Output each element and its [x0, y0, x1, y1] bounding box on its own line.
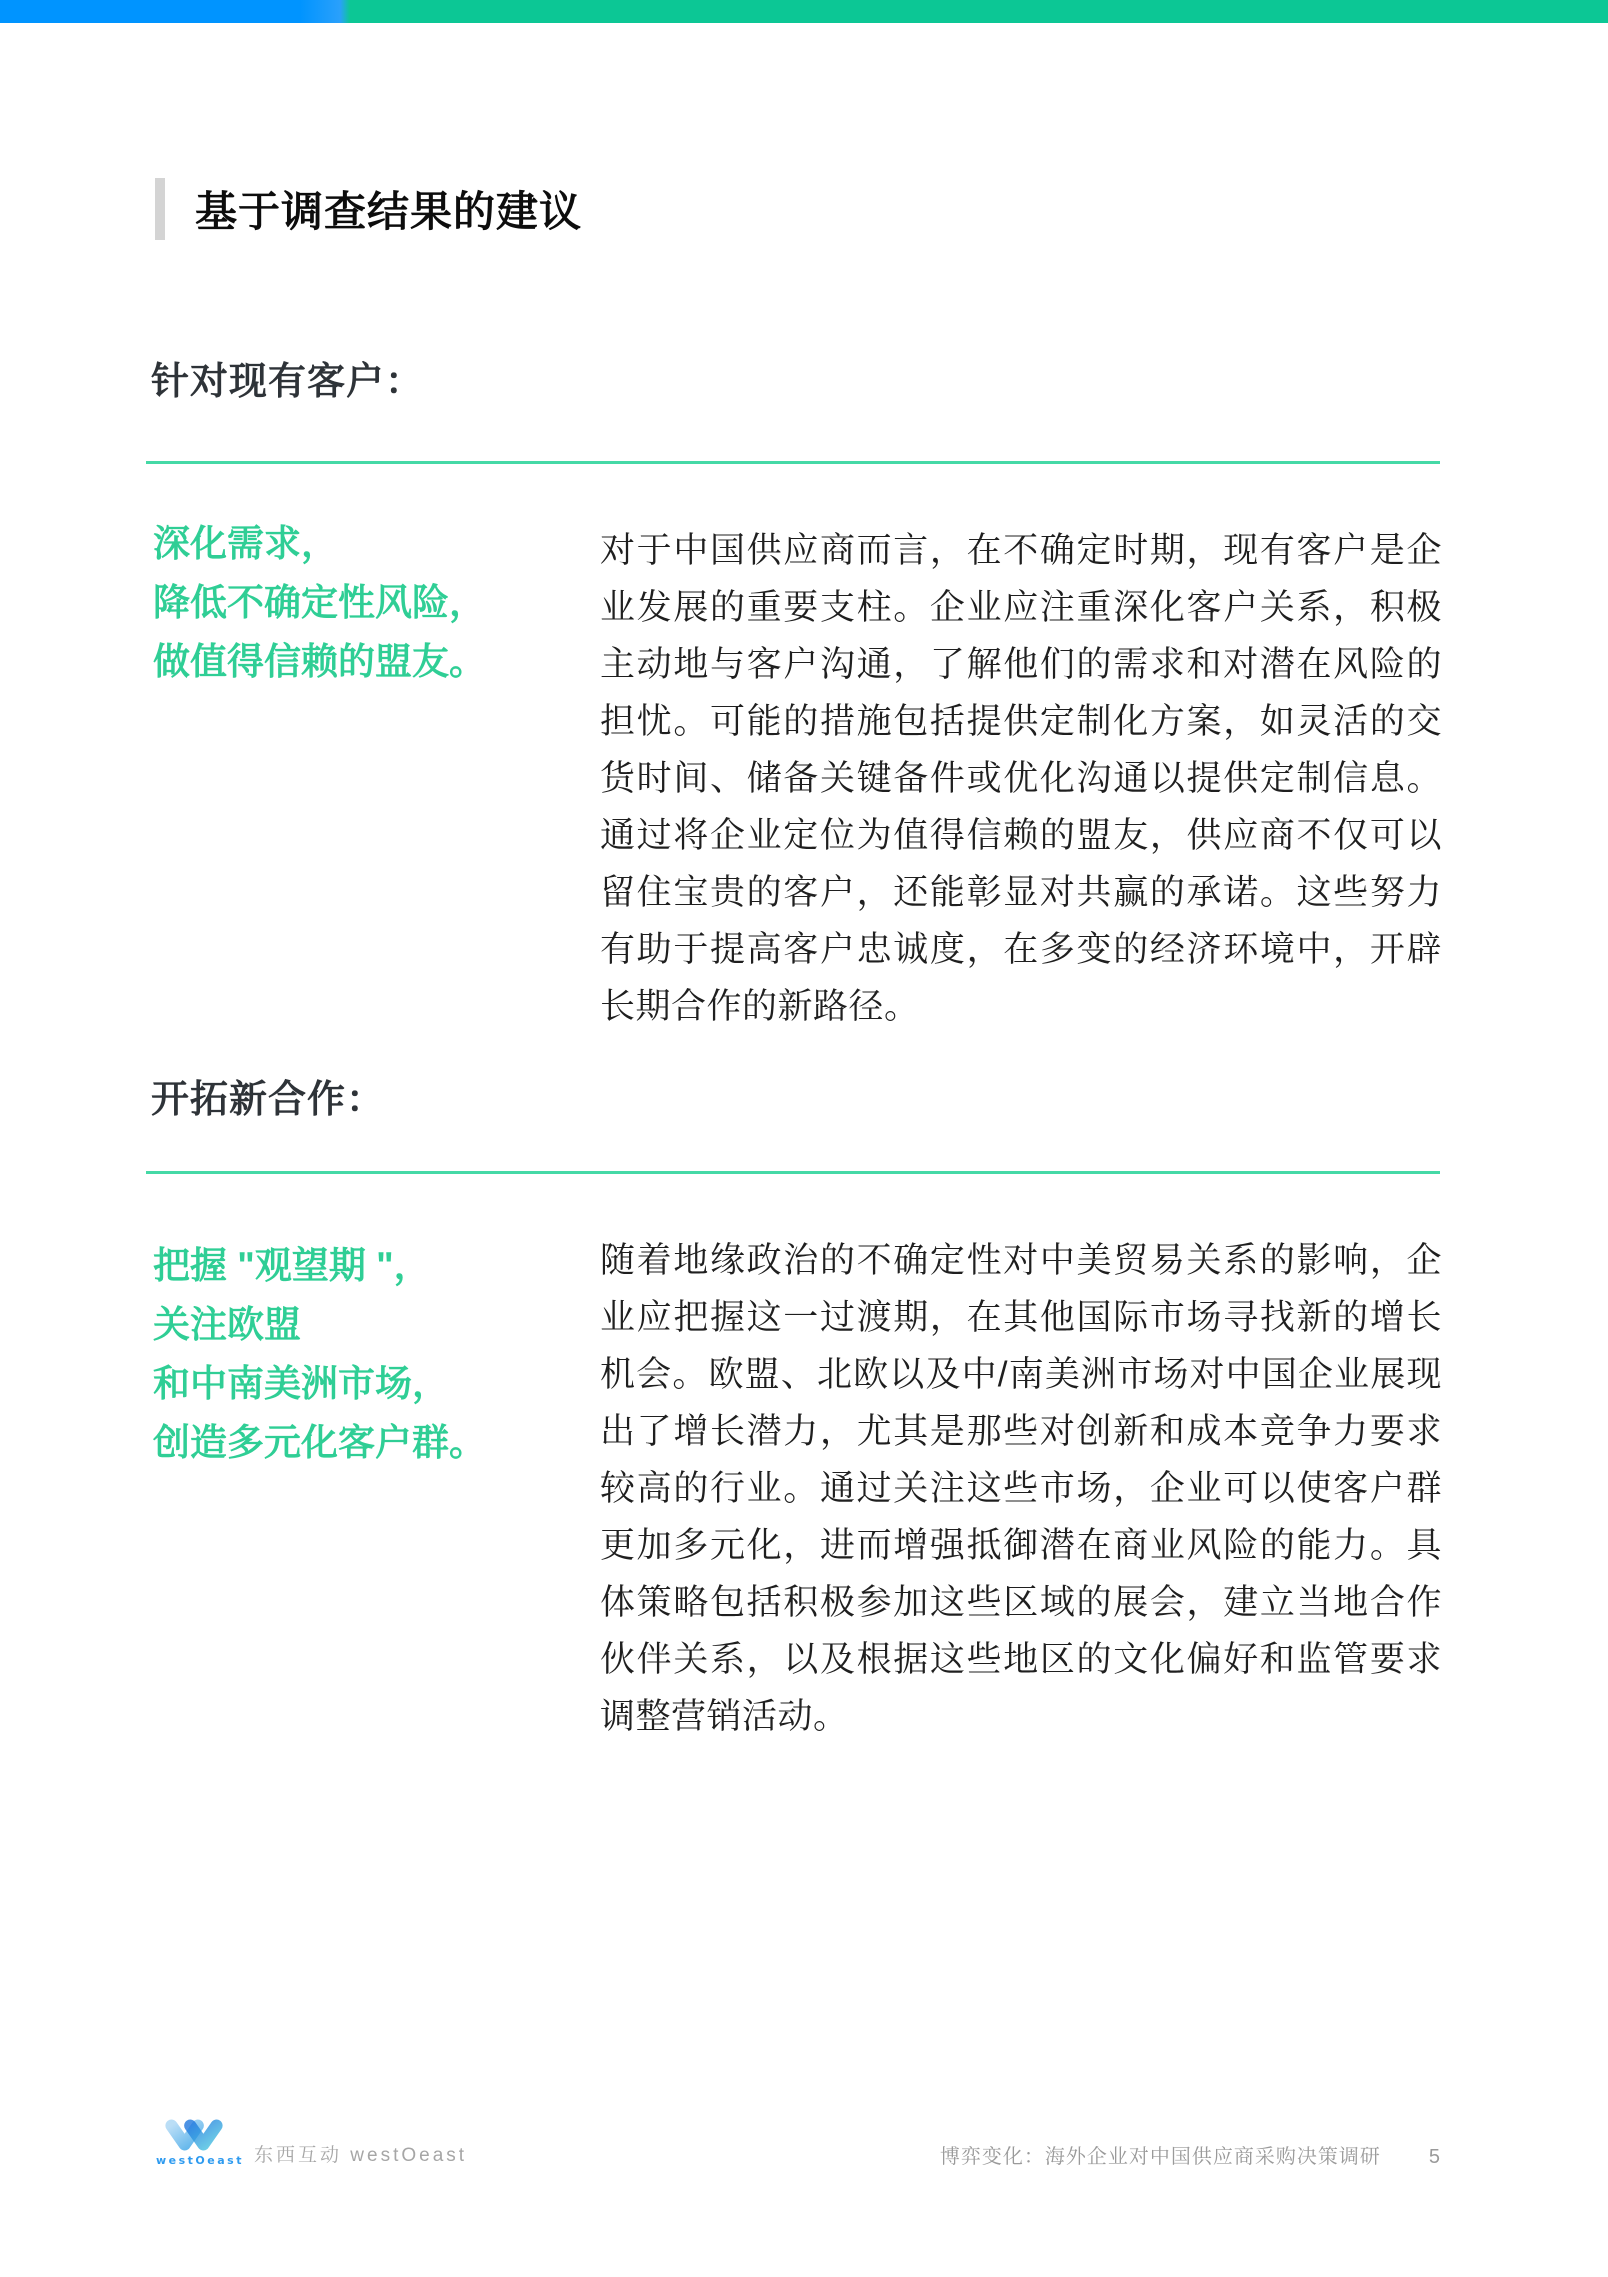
company-logo	[156, 2118, 244, 2167]
key-point-line: 把握 "观望期 "，	[153, 1245, 431, 1286]
section-divider	[146, 461, 1440, 464]
section-heading-existing-customers: 针对现有客户：	[151, 361, 425, 403]
key-point-line: 做值得信赖的盟友。	[153, 641, 486, 682]
key-point-line: 降低不确定性风险，	[153, 582, 486, 623]
section-key-point	[153, 1236, 486, 1472]
section-divider	[146, 1171, 1440, 1174]
section-body-paragraph: 对于中国供应商而言，在不确定时期，现有客户是企业发展的重要支柱。企业应注重深化客户关系，积极主动地与客户沟通，了解他们的需求和对潜在风险的担忧。可能的措施包括提供定制化方案，如灵活的交货时间、储备关键备件或优化沟通以提供定制信息。通过将企业定位为值得信赖的盟友，供应商不仅可以留住宝贵的客户，还能彰显对共赢的承诺。这些努力有助于提高客户忠诚度，在多变的经济环境中，开辟长期合作的新路径。	[600, 531, 1442, 1026]
logo-wordmark: westOeast	[156, 2154, 244, 2167]
title-accent-bar	[155, 178, 165, 240]
key-point-line: 深化需求，	[153, 523, 338, 564]
key-point-line: 和中南美洲市场，	[153, 1363, 449, 1404]
section-key-point	[153, 514, 486, 691]
footer-right	[940, 2140, 1440, 2169]
page-title-block	[155, 178, 582, 240]
section-heading-new-partnerships: 开拓新合作：	[151, 1079, 386, 1121]
footer-brand-text: 东西互动 westOeast	[254, 2145, 468, 2166]
section-body-paragraph: 随着地缘政治的不确定性对中美贸易关系的影响，企业应把握这一过渡期，在其他国际市场寻找新的增长机会。欧盟、北欧以及中/南美洲市场对中国企业展现出了增长潜力，尤其是那些对创新和成本竞争力要求较高的行业。通过关注这些市场，企业可以使客户群更加多元化，进而增强抵御潜在商业风险的能力。具体策略包括积极参加这些区域的展会，建立当地合作伙伴关系，以及根据这些地区的文化偏好和监管要求调整营销活动。	[600, 1241, 1442, 1736]
top-color-bar	[0, 0, 1608, 23]
key-point-line: 创造多元化客户群。	[153, 1422, 486, 1463]
footer-document-title: 博弈变化：海外企业对中国供应商采购决策调研	[939, 2146, 1381, 2168]
key-point-line: 关注欧盟	[153, 1304, 301, 1345]
footer-page-number: 5	[1428, 2146, 1440, 2168]
westoeast-w-icon	[164, 2118, 224, 2152]
page-title: 基于调查结果的建议	[195, 188, 583, 235]
